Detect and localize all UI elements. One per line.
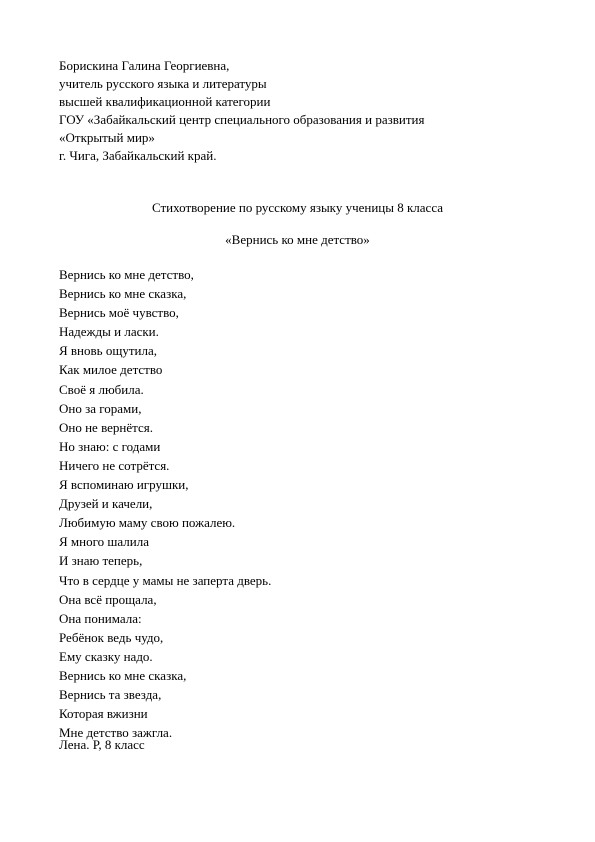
author-qualification: высшей квалификационной категории	[59, 94, 271, 109]
poem-line: Что в сердце у мамы не заперта дверь.	[59, 572, 272, 588]
author-info-block	[59, 57, 559, 165]
student-signature: Лена. Р, 8 класс	[59, 737, 145, 752]
poem-line: Вернись ко мне сказка,	[59, 286, 187, 302]
poem-line: Своё я любила.	[59, 381, 144, 397]
poem-body	[59, 265, 559, 742]
author-institution: ГОУ «Забайкальский центр специального образования и развития	[59, 112, 425, 127]
poem-line: Я вновь ощутила,	[59, 343, 157, 359]
poem-line: Которая вжизни	[59, 706, 148, 722]
poem-line: Вернись моё чувство,	[59, 305, 179, 321]
poem-line: Вернись ко мне сказка,	[59, 667, 187, 683]
poem-line: Она всё прощала,	[59, 591, 157, 607]
poem-line: Как милое детство	[59, 362, 163, 378]
poem-line: Надежды и ласки.	[59, 324, 159, 340]
poem-line: Я много шалила	[59, 534, 149, 550]
poem-line: Вернись та звезда,	[59, 687, 162, 703]
author-institution-name: «Открытый мир»	[59, 130, 155, 145]
poem-line: Друзей и качели,	[59, 496, 153, 512]
poem-line: Любимую маму свою пожалею.	[59, 515, 236, 531]
author-location: г. Чига, Забайкальский край.	[59, 148, 217, 163]
poem-line: Вернись ко мне детство,	[59, 267, 194, 282]
subject-heading: Стихотворение по русскому языку ученицы 8 класса	[151, 200, 444, 215]
poem-line: Но знаю: с годами	[59, 438, 161, 454]
author-name: Борискина Галина Георгиевна,	[59, 58, 230, 73]
poem-line: Оно не вернётся.	[59, 419, 153, 435]
poem-line: Она понимала:	[59, 610, 142, 626]
poem-line: Ребёнок ведь чудо,	[59, 629, 164, 645]
poem-line: Мне детство зажгла.	[59, 725, 173, 741]
poem-line: И знаю теперь,	[59, 553, 143, 569]
poem-line: Ему сказку надо.	[59, 648, 153, 664]
poem-line: Я вспоминаю игрушки,	[59, 477, 189, 493]
author-position: учитель русского языка и литературы	[59, 76, 267, 91]
poem-line: Оно за горами,	[59, 400, 142, 416]
poem-title: «Вернись ко мне детство»	[225, 232, 370, 247]
poem-line: Ничего не сотрётся.	[59, 457, 170, 473]
